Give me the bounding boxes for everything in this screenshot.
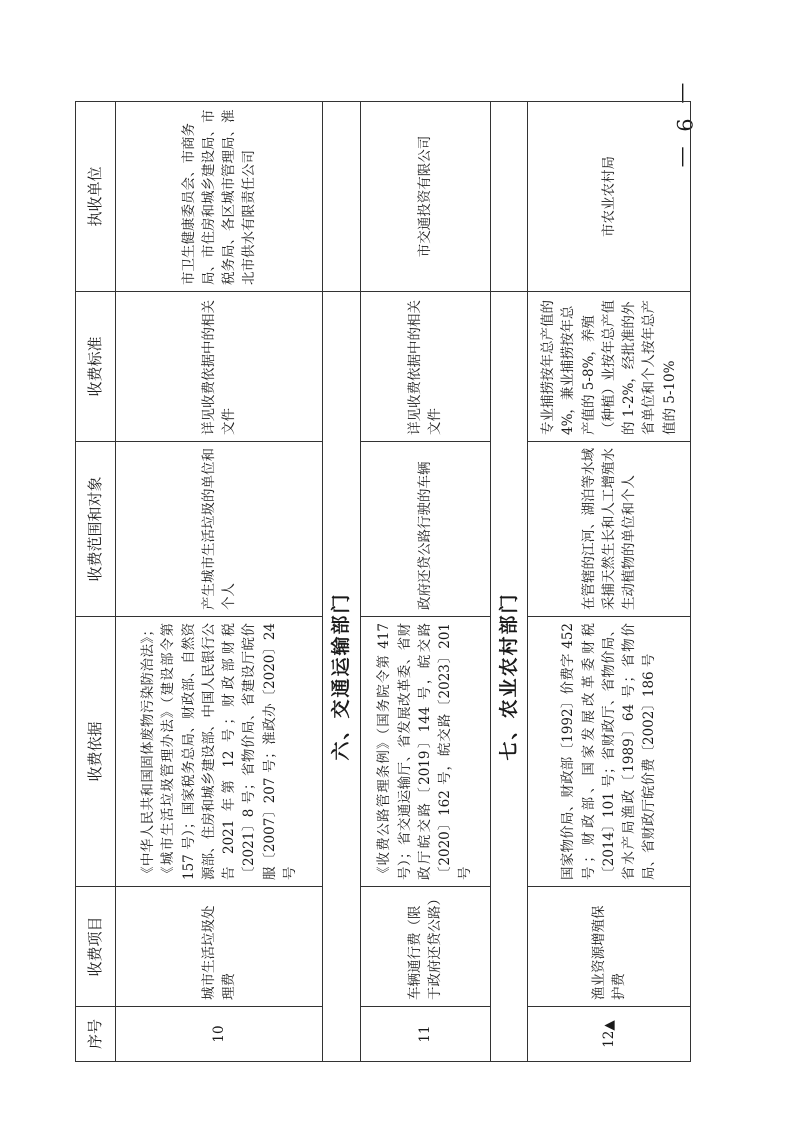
collecting-unit: 市农业农村局 <box>528 102 691 292</box>
header-row <box>76 102 116 1062</box>
table-row <box>528 102 691 1062</box>
collecting-unit: 市交通投资有限公司 <box>360 102 490 292</box>
fee-basis: 国家物价局、财政部〔1992〕价费字 452 号；财政部、国家发展改革委财税〔2014〕101 号；省财政厅、省物价局、省水产局渔政〔1989〕64 号；省物价局、省财政厅皖价费〔2002〕186 号 <box>528 617 691 887</box>
row-number: 12▲ <box>528 1007 691 1062</box>
fee-item: 城市生活垃圾处理费 <box>116 887 323 1007</box>
fee-table <box>75 101 691 1062</box>
fee-standard: 详见收费依据中的相关文件 <box>116 292 323 442</box>
table-row <box>116 102 323 1062</box>
fee-scope: 政府还贷公路行驶的车辆 <box>360 442 490 617</box>
fee-item: 渔业资源增殖保护费 <box>528 887 691 1007</box>
page-number: — 9 — <box>672 82 696 172</box>
rotated-fee-table <box>75 102 678 1062</box>
fee-basis: 《中华人民共和国固体废物污染防治法》；《城市生活垃圾管理办法》（建设部令第 157 号）；国家税务总局、财政部、自然资源部、住房和城乡建设部、中国人民银行公告 2021 年第 12 号；财政部财税〔2021〕8 号；省物价局、省建设厅皖价服〔2007〕207 号；淮政办〔2020〕24 号 <box>116 617 323 887</box>
fee-basis: 《收费公路管理条例》（国务院令第 417 号）；省交通运输厅、省发展改革委、省财政厅皖交路〔2019〕144 号，皖交路〔2020〕162 号，皖交路〔2023〕201 号 <box>360 617 490 887</box>
section-row <box>323 102 361 1062</box>
header-standard: 收费标准 <box>76 292 116 442</box>
section-blank-cell <box>323 102 361 292</box>
row-number: 10 <box>116 1007 323 1062</box>
header-scope: 收费范围和对象 <box>76 442 116 617</box>
fee-standard: 专业捕捞按年总产值的 4%，兼业捕捞按年总产值的 5-8%，养殖（种植）业按年总产值的 1-2%，经批准的外省单位和个人按年总产值的 5-10% <box>528 292 691 442</box>
header-seq: 序号 <box>76 1007 116 1062</box>
row-number: 11 <box>360 1007 490 1062</box>
header-item: 收费项目 <box>76 887 116 1007</box>
table-row <box>360 102 490 1062</box>
section-title-agriculture: 七、农业农村部门 <box>490 292 528 1062</box>
section-title-transport: 六、交通运输部门 <box>323 292 361 1062</box>
fee-scope: 产生城市生活垃圾的单位和个人 <box>116 442 323 617</box>
fee-item: 车辆通行费（限于政府还贷公路） <box>360 887 490 1007</box>
header-basis: 收费依据 <box>76 617 116 887</box>
fee-scope: 在管辖的江河、湖泊等水域采捕天然生长和人工增殖水生动植物的单位和个人 <box>528 442 691 617</box>
section-row <box>490 102 528 1062</box>
section-blank-cell <box>490 102 528 292</box>
collecting-unit: 市卫生健康委员会、市商务局、市住房和城乡建设局、市税务局、各区城市管理局、淮北市供水有限责任公司 <box>116 102 323 292</box>
fee-standard: 详见收费依据中的相关文件 <box>360 292 490 442</box>
header-unit: 执收单位 <box>76 102 116 292</box>
